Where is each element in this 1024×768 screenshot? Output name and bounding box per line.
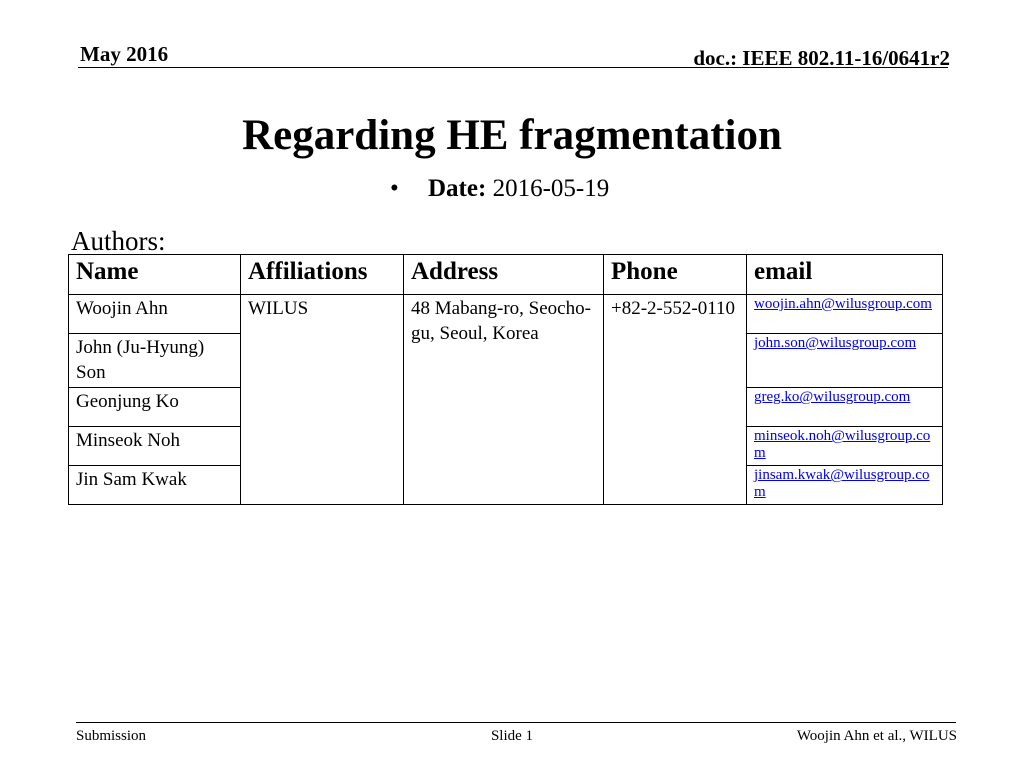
footer-slide-number: Slide 1 bbox=[490, 728, 534, 744]
slide-title: Regarding HE fragmentation bbox=[242, 112, 782, 159]
author-affiliation: WILUS bbox=[241, 295, 404, 505]
author-name: John (Ju-Hyung) Son bbox=[69, 334, 241, 388]
author-email-cell bbox=[747, 388, 943, 427]
author-address: 48 Mabang-ro, Seocho-gu, Seoul, Korea bbox=[404, 295, 604, 505]
authors-table bbox=[68, 254, 943, 505]
date-label: Date: bbox=[428, 175, 487, 202]
footer-authors: Woojin Ahn et al., WILUS bbox=[796, 728, 957, 744]
author-email-cell bbox=[747, 295, 943, 334]
author-email-cell bbox=[747, 334, 943, 388]
bullet-icon: • bbox=[390, 175, 399, 202]
header-divider bbox=[78, 67, 948, 68]
table-row bbox=[69, 295, 943, 334]
header-address: Address bbox=[404, 255, 604, 295]
footer-submission: Submission bbox=[76, 728, 147, 744]
date-value: 2016-05-19 bbox=[492, 175, 610, 202]
header-date: May 2016 bbox=[80, 42, 169, 66]
author-name: Jin Sam Kwak bbox=[69, 466, 241, 505]
author-email-link[interactable]: greg.ko@wilusgroup.com bbox=[754, 389, 911, 406]
author-email-link[interactable]: woojin.ahn@wilusgroup.com bbox=[754, 296, 932, 312]
author-email-link[interactable]: john.son@wilusgroup.com bbox=[754, 335, 917, 351]
header-name: Name bbox=[69, 255, 241, 295]
author-email-link[interactable]: minseok.noh@wilusgroup.com bbox=[754, 428, 931, 461]
header-doc-number: doc.: IEEE 802.11-16/0641r2 bbox=[693, 46, 950, 70]
footer-divider bbox=[76, 722, 956, 723]
author-name: Geonjung Ko bbox=[69, 388, 241, 427]
header-phone: Phone bbox=[604, 255, 747, 295]
author-name: Minseok Noh bbox=[69, 427, 241, 466]
author-email-link[interactable]: jinsam.kwak@wilusgroup.com bbox=[754, 467, 930, 500]
date-bullet-item bbox=[390, 175, 609, 203]
header-email: email bbox=[747, 255, 943, 295]
authors-label: Authors: bbox=[71, 226, 166, 256]
author-name: Woojin Ahn bbox=[69, 295, 241, 334]
author-email-cell bbox=[747, 466, 943, 505]
author-phone: +82-2-552-0110 bbox=[604, 295, 747, 505]
table-header-row bbox=[69, 255, 943, 295]
author-email-cell bbox=[747, 427, 943, 466]
header-affiliations: Affiliations bbox=[241, 255, 404, 295]
